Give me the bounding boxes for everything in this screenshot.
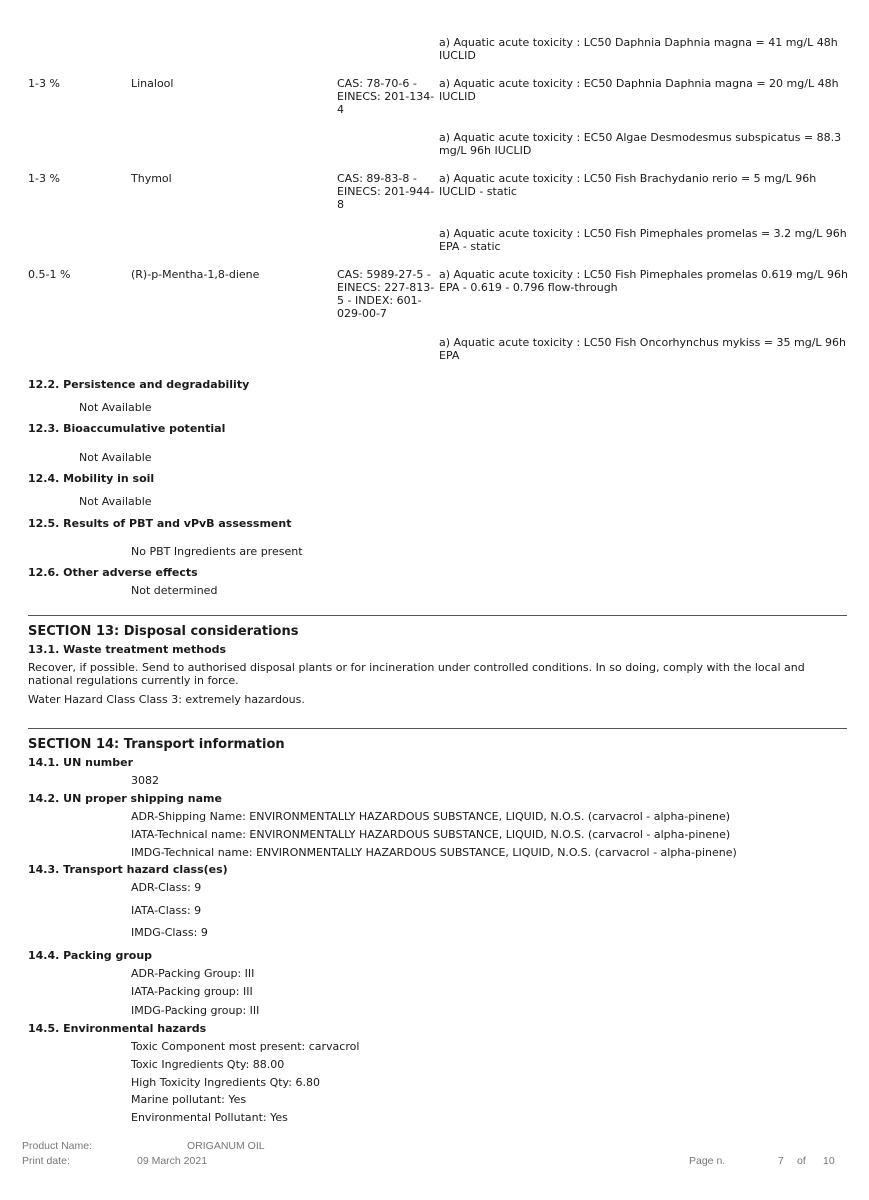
un-number: 3082 <box>131 774 159 787</box>
env-marine-pollutant: Marine pollutant: Yes <box>131 1093 247 1106</box>
packing-imdg: IMDG-Packing group: III <box>131 1004 260 1017</box>
heading-14-2: 14.2. UN proper shipping name <box>28 792 222 805</box>
tox-cell: a) Aquatic acute toxicity : LC50 Fish Pimephales promelas = 3.2 mg/L 96h EPA - static <box>439 227 847 253</box>
heading-14-3: 14.3. Transport hazard class(es) <box>28 863 228 876</box>
value-12-3: Not Available <box>79 451 152 464</box>
tox-cell: a) Aquatic acute toxicity : LC50 Fish Oncorhynchus mykiss = 35 mg/L 96h EPA <box>439 336 847 362</box>
ingredient-name: (R)-p-Mentha-1,8-diene <box>131 268 260 281</box>
shipping-name-adr: ADR-Shipping Name: ENVIRONMENTALLY HAZARDOUS SUBSTANCE, LIQUID, N.O.S. (carvacrol - alpha-pinene) <box>131 810 731 823</box>
class-iata: IATA-Class: 9 <box>131 904 202 917</box>
tox-cell: a) Aquatic acute toxicity : LC50 Fish Pimephales promelas 0.619 mg/L 96h EPA - 0.619 - 0.796 flow-through <box>439 268 848 294</box>
section-14-title: SECTION 14: Transport information <box>28 737 285 752</box>
heading-14-5: 14.5. Environmental hazards <box>28 1022 207 1035</box>
heading-14-4: 14.4. Packing group <box>28 949 153 962</box>
heading-12-4: 12.4. Mobility in soil <box>28 472 155 485</box>
value-12-4: Not Available <box>79 495 152 508</box>
shipping-name-iata: IATA-Technical name: ENVIRONMENTALLY HAZARDOUS SUBSTANCE, LIQUID, N.O.S. (carvacrol - alpha-pinene) <box>131 828 731 841</box>
section-divider <box>28 728 847 729</box>
conc-cell: 0.5-1 % <box>28 268 71 281</box>
env-toxic-component: Toxic Component most present: carvacrol <box>131 1040 360 1053</box>
page-number: 7 <box>778 1155 784 1167</box>
tox-cell: a) Aquatic acute toxicity : LC50 Daphnia Daphnia magna = 41 mg/L 48h IUCLID <box>439 36 838 62</box>
packing-iata: IATA-Packing group: III <box>131 985 253 998</box>
conc-cell: 1-3 % <box>28 172 60 185</box>
section-divider <box>28 615 847 616</box>
page-total: 10 <box>823 1155 835 1167</box>
water-hazard-class: Water Hazard Class Class 3: extremely hazardous. <box>28 693 305 706</box>
ingredient-name: Linalool <box>131 77 174 90</box>
cas-cell: CAS: 5989-27-5 - EINECS: 227-813-5 - INDEX: 601-029-00-7 <box>337 268 435 320</box>
value-12-6: Not determined <box>131 584 218 597</box>
shipping-name-imdg: IMDG-Technical name: ENVIRONMENTALLY HAZARDOUS SUBSTANCE, LIQUID, N.O.S. (carvacrol - alpha-pinene) <box>131 846 737 859</box>
value-12-2: Not Available <box>79 401 152 414</box>
env-high-toxicity-qty: High Toxicity Ingredients Qty: 6.80 <box>131 1076 320 1089</box>
page-label: Page n. <box>689 1155 726 1167</box>
class-imdg: IMDG-Class: 9 <box>131 926 208 939</box>
cas-cell: CAS: 89-83-8 - EINECS: 201-944-8 <box>337 172 435 211</box>
tox-cell: a) Aquatic acute toxicity : LC50 Fish Brachydanio rerio = 5 mg/L 96h IUCLID - static <box>439 172 817 198</box>
heading-12-3: 12.3. Bioaccumulative potential <box>28 422 226 435</box>
heading-14-1: 14.1. UN number <box>28 756 133 769</box>
tox-cell: a) Aquatic acute toxicity : EC50 Daphnia Daphnia magna = 20 mg/L 48h IUCLID <box>439 77 839 103</box>
env-environmental-pollutant: Environmental Pollutant: Yes <box>131 1111 288 1124</box>
section-13-title: SECTION 13: Disposal considerations <box>28 624 299 639</box>
tox-cell: a) Aquatic acute toxicity : EC50 Algae Desmodesmus subspicatus = 88.3 mg/L 96h IUCLID <box>439 131 842 157</box>
value-12-5: No PBT Ingredients are present <box>131 545 303 558</box>
print-date-label: Print date: <box>22 1155 70 1167</box>
heading-12-2: 12.2. Persistence and degradability <box>28 378 250 391</box>
heading-12-5: 12.5. Results of PBT and vPvB assessment <box>28 517 292 530</box>
print-date-value: 09 March 2021 <box>137 1155 208 1167</box>
cas-cell: CAS: 78-70-6 - EINECS: 201-134-4 <box>337 77 435 116</box>
page-of: of <box>797 1155 806 1167</box>
product-name-label: Product Name: <box>22 1140 93 1152</box>
class-adr: ADR-Class: 9 <box>131 881 202 894</box>
packing-adr: ADR-Packing Group: III <box>131 967 255 980</box>
heading-13-1: 13.1. Waste treatment methods <box>28 643 227 656</box>
ingredient-name: Thymol <box>131 172 172 185</box>
product-name-value: ORIGANUM OIL <box>187 1140 265 1152</box>
conc-cell: 1-3 % <box>28 77 60 90</box>
waste-treatment-text: Recover, if possible. Send to authorised disposal plants or for incineration under controlled conditions. In so doing, comply with the local and national regulations currently in force. <box>28 661 805 687</box>
env-toxic-qty: Toxic Ingredients Qty: 88.00 <box>131 1058 285 1071</box>
heading-12-6: 12.6. Other adverse effects <box>28 566 198 579</box>
